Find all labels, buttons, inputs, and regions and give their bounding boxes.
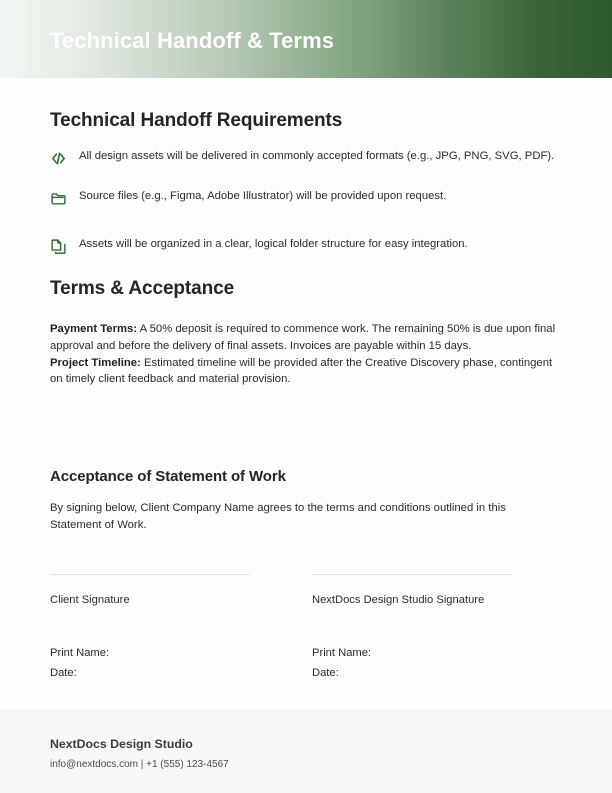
section-heading-technical-handoff: Technical Handoff Requirements [50, 110, 343, 131]
footer-company-name: NextDocs Design Studio [50, 737, 193, 751]
signature-column-client [50, 574, 250, 683]
print-name-field-studio[interactable]: Print Name: [312, 647, 372, 659]
list-item [50, 188, 570, 218]
project-timeline-label: Project Timeline: [50, 356, 141, 369]
list-item-text: Assets will be organized in a clear, logical folder structure for easy integration. [79, 238, 468, 250]
footer-contact-info: info@nextdocs.com | +1 (555) 123-4567 [50, 759, 229, 770]
date-field-studio[interactable]: Date: [312, 667, 339, 679]
signature-column-studio [312, 574, 512, 683]
date-field-client[interactable]: Date: [50, 667, 77, 679]
page-footer [0, 710, 612, 793]
folder-icon [50, 190, 67, 207]
acceptance-body: By signing below, Client Company Name agrees to the terms and conditions outlined in this Statement of Work. [50, 502, 506, 531]
section-heading-terms: Terms & Acceptance [50, 278, 235, 299]
signature-line-client[interactable] [50, 574, 250, 575]
list-item [50, 148, 570, 178]
signature-role-client: Client Signature [50, 594, 130, 606]
project-timeline-text: Estimated timeline will be provided after the Creative Discovery phase, contingent on timely client feedback and material provision. [50, 356, 553, 386]
list-item [50, 236, 570, 266]
footer-page-number: Page 4 of 4 [277, 777, 335, 789]
signature-role-studio: NextDocs Design Studio Signature [312, 594, 485, 606]
code-icon [50, 150, 67, 167]
payment-terms-label: Payment Terms: [50, 323, 138, 335]
signature-line-studio[interactable] [312, 574, 512, 575]
print-name-field-client[interactable]: Print Name: [50, 647, 110, 659]
payment-terms-text: A 50% deposit is required to commence work. The remaining 50% is due upon final approval and before the delivery of final assets. Invoices are payable within 15 days. [50, 323, 556, 352]
requirements-list [50, 148, 570, 276]
list-item-text: All design assets will be delivered in commonly accepted formats (e.g., JPG, PNG, SVG, PDF). [79, 150, 555, 162]
section-heading-acceptance: Acceptance of Statement of Work [50, 468, 286, 485]
terms-body [50, 321, 565, 388]
page-header-band [0, 0, 612, 78]
page-title: Technical Handoff & Terms [50, 28, 335, 53]
list-item-text: Source files (e.g., Figma, Adobe Illustrator) will be provided upon request. [79, 190, 447, 202]
copy-files-icon [50, 238, 67, 255]
